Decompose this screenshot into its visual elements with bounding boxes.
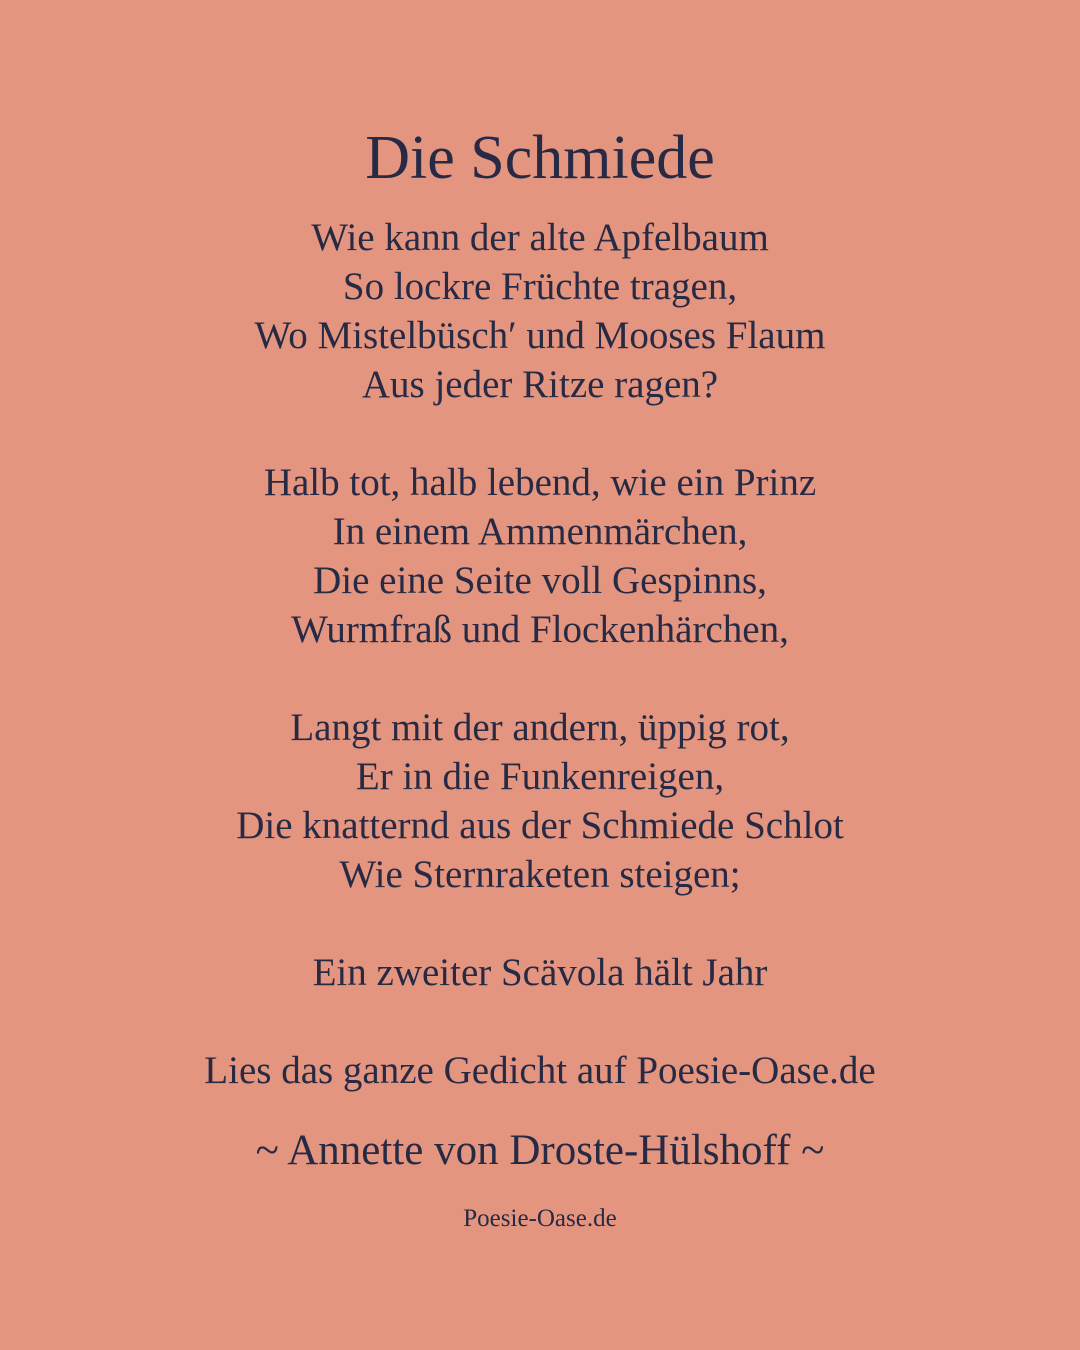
read-full-poem-text: Lies das ganze Gedicht auf Poesie-Oase.de [204, 1049, 876, 1092]
stanza [0, 703, 1080, 899]
poem-line: Langt mit der andern, üppig rot, [290, 706, 790, 749]
poem-line: Wie Sternraketen steigen; [339, 853, 741, 896]
poem-author: ~ Annette von Droste-Hülshoff ~ [255, 1127, 825, 1174]
poem-line: Wo Mistelbüsch′ und Mooses Flaum [254, 314, 826, 357]
poem-line: Aus jeder Ritze ragen? [361, 363, 719, 406]
poem-line: Die eine Seite voll Gespinns, [313, 559, 767, 602]
poem-line: Wie kann der alte Apfelbaum [311, 216, 769, 259]
poem-body [0, 213, 1080, 1046]
poem-line: Wurmfraß und Flockenhärchen, [291, 608, 789, 651]
poem-line: Halb tot, halb lebend, wie ein Prinz [263, 461, 817, 504]
stanza [0, 948, 1080, 997]
poem-line: Er in die Funkenreigen, [355, 755, 725, 798]
stanza [0, 458, 1080, 654]
stanza [0, 213, 1080, 409]
poem-line: Ein zweiter Scävola hält Jahr [312, 951, 768, 994]
poem-line: So lockre Früchte tragen, [342, 265, 738, 308]
site-footer: Poesie-Oase.de [463, 1205, 617, 1232]
poem-line: Die knatternd aus der Schmiede Schlot [236, 804, 844, 847]
poem-line: In einem Ammenmärchen, [332, 510, 748, 553]
poem-title: Die Schmiede [365, 124, 715, 192]
